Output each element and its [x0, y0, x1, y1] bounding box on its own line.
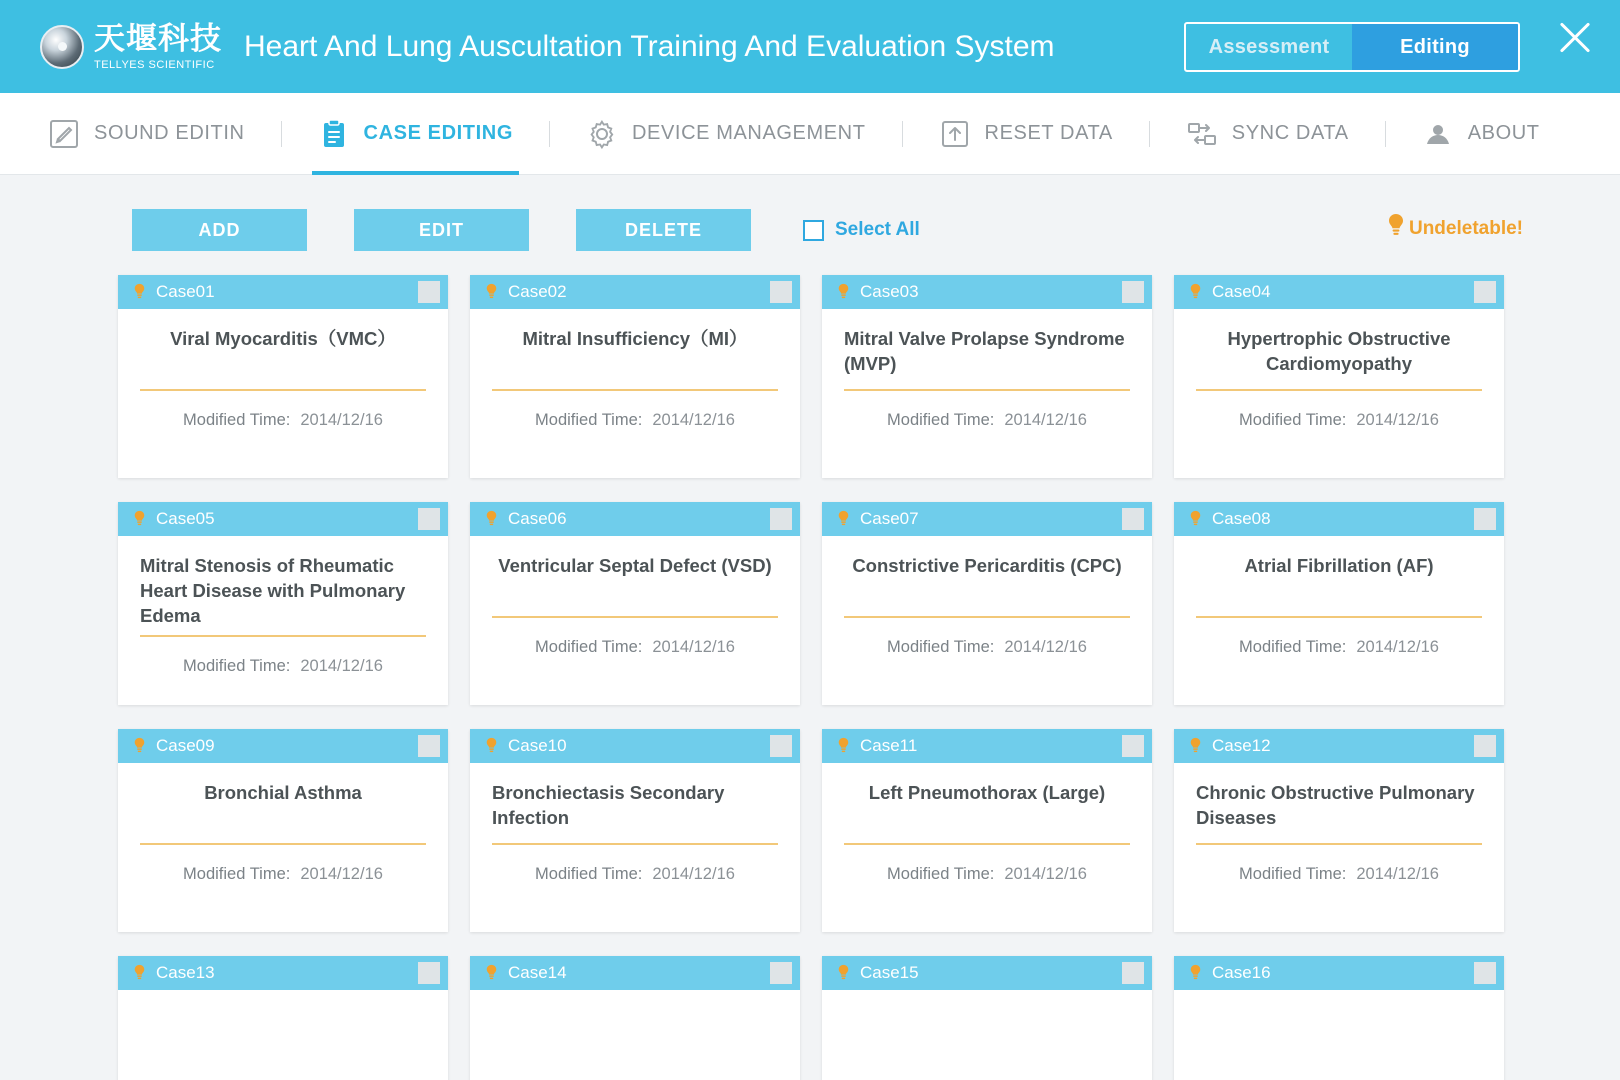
- mode-switch: [1184, 22, 1520, 72]
- case-modified-time: [844, 865, 1130, 884]
- case-grid-scroll[interactable]: [0, 251, 1620, 1080]
- nav-item-sound-editin[interactable]: [42, 93, 251, 175]
- case-title: Hypertrophic Obstructive Cardiomyopathy: [1227, 328, 1451, 374]
- case-title: [844, 1008, 1130, 1064]
- case-card[interactable]: [1174, 956, 1504, 1080]
- case-card[interactable]: [822, 275, 1152, 478]
- case-card-header: [470, 275, 800, 309]
- case-checkbox[interactable]: [418, 508, 440, 530]
- case-modified-time: [140, 657, 426, 676]
- case-card-body: [470, 763, 800, 932]
- case-id: Case16: [1212, 963, 1271, 982]
- case-card-body: [822, 309, 1152, 478]
- case-checkbox[interactable]: [770, 508, 792, 530]
- case-id: Case06: [508, 509, 567, 528]
- modified-label: Modified Time:: [535, 411, 643, 429]
- nav-item-device-management[interactable]: [580, 93, 872, 175]
- logo-text: [94, 20, 222, 71]
- modified-label: Modified Time:: [535, 865, 643, 883]
- modified-label: Modified Time:: [887, 638, 995, 656]
- case-checkbox[interactable]: [1122, 962, 1144, 984]
- brand-name-en: TELLYES SCIENTIFIC: [94, 58, 215, 71]
- case-id: Case05: [156, 509, 215, 528]
- case-card-header: [470, 956, 800, 990]
- case-divider: [492, 843, 778, 845]
- nav-label: DEVICE MANAGEMENT: [631, 122, 866, 144]
- case-card[interactable]: [470, 956, 800, 1080]
- case-card-header: [1174, 729, 1504, 763]
- gear-icon: [586, 118, 618, 150]
- case-card[interactable]: [1174, 502, 1504, 705]
- close-icon[interactable]: [1552, 14, 1598, 60]
- case-checkbox[interactable]: [1474, 281, 1496, 303]
- case-title: Left Pneumothorax (Large): [868, 782, 1106, 803]
- bulb-icon: [1188, 963, 1203, 983]
- case-card-body: [118, 990, 448, 1080]
- case-card-header: [470, 502, 800, 536]
- case-checkbox[interactable]: [770, 735, 792, 757]
- edit-button[interactable]: EDIT: [354, 209, 529, 251]
- case-id: Case10: [508, 736, 567, 755]
- nav-label: SYNC DATA: [1231, 122, 1349, 144]
- case-divider: [1196, 389, 1482, 391]
- case-modified-time: [492, 638, 778, 657]
- modified-value: 2014/12/16: [300, 411, 383, 429]
- case-card[interactable]: [118, 956, 448, 1080]
- nav-item-about[interactable]: [1416, 93, 1546, 175]
- case-divider: [844, 843, 1130, 845]
- case-id: Case04: [1212, 282, 1271, 301]
- case-checkbox[interactable]: [1122, 735, 1144, 757]
- page-title: Heart And Lung Auscultation Training And Evaluation System: [244, 29, 1055, 63]
- clipboard-icon: [318, 118, 350, 150]
- modified-label: Modified Time:: [1239, 638, 1347, 656]
- sync-icon: [1186, 118, 1218, 150]
- case-checkbox[interactable]: [1474, 508, 1496, 530]
- bulb-icon: [836, 282, 851, 302]
- case-title: Mitral Insufficiency（MI）: [522, 328, 748, 349]
- case-divider: [844, 616, 1130, 618]
- case-divider: [844, 389, 1130, 391]
- case-card[interactable]: [470, 729, 800, 932]
- case-id: Case09: [156, 736, 215, 755]
- company-logo: [40, 20, 222, 71]
- case-card-body: [1174, 763, 1504, 932]
- case-card[interactable]: [1174, 729, 1504, 932]
- bulb-icon: [1188, 282, 1203, 302]
- case-card-header: [1174, 502, 1504, 536]
- case-card[interactable]: [118, 502, 448, 705]
- case-card-header: [118, 275, 448, 309]
- case-card-body: [822, 763, 1152, 932]
- nav-divider: [1385, 121, 1386, 147]
- case-card-header: [118, 956, 448, 990]
- bulb-icon: [132, 282, 147, 302]
- modified-label: Modified Time:: [183, 411, 291, 429]
- modified-value: 2014/12/16: [652, 638, 735, 656]
- case-card-header: [118, 729, 448, 763]
- case-modified-time: [492, 411, 778, 430]
- case-id: Case01: [156, 282, 215, 301]
- select-all-checkbox[interactable]: [803, 220, 824, 241]
- case-modified-time: [492, 865, 778, 884]
- case-grid: [0, 275, 1620, 1080]
- nav-divider: [549, 121, 550, 147]
- case-checkbox[interactable]: [770, 281, 792, 303]
- bulb-icon: [484, 509, 499, 529]
- case-id: Case02: [508, 282, 567, 301]
- bulb-icon: [484, 282, 499, 302]
- modified-label: Modified Time:: [183, 865, 291, 883]
- bulb-icon: [132, 736, 147, 756]
- case-title: Viral Myocarditis（VMC）: [170, 328, 396, 349]
- modified-value: 2014/12/16: [652, 411, 735, 429]
- case-toolbar: [0, 175, 1620, 251]
- case-card-body: [470, 536, 800, 705]
- nav-label: SOUND EDITIN: [94, 122, 245, 144]
- bulb-icon: [484, 736, 499, 756]
- case-card[interactable]: [822, 729, 1152, 932]
- modified-label: Modified Time:: [183, 656, 291, 675]
- nav-item-sync-data[interactable]: [1180, 93, 1355, 175]
- case-card[interactable]: [1174, 275, 1504, 478]
- case-divider: [492, 616, 778, 618]
- logo-disc-icon: [40, 25, 84, 69]
- case-modified-time: [844, 411, 1130, 430]
- case-checkbox[interactable]: [770, 962, 792, 984]
- case-card[interactable]: [822, 956, 1152, 1080]
- case-modified-time: [1196, 411, 1482, 430]
- case-checkbox[interactable]: [1474, 962, 1496, 984]
- bulb-icon: [484, 963, 499, 983]
- case-title: Chronic Obstructive Pulmonary Diseases: [1196, 782, 1475, 828]
- nav-label: RESET DATA: [984, 122, 1113, 144]
- case-id: Case11: [860, 736, 918, 755]
- tab-assessment[interactable]: Assessment: [1208, 35, 1330, 58]
- case-checkbox[interactable]: [418, 735, 440, 757]
- case-card-header: [1174, 275, 1504, 309]
- case-title: Constrictive Pericarditis (CPC): [852, 555, 1122, 576]
- case-divider: [1196, 616, 1482, 618]
- modified-value: 2014/12/16: [1356, 638, 1439, 656]
- nav-divider: [902, 121, 903, 147]
- case-checkbox[interactable]: [1122, 281, 1144, 303]
- case-card-body: [1174, 309, 1504, 478]
- select-all-label: Select All: [835, 219, 920, 240]
- brand-name-cn: 天堰科技: [94, 20, 222, 56]
- bulb-icon: [836, 963, 851, 983]
- case-id: Case12: [1212, 736, 1271, 755]
- case-checkbox[interactable]: [418, 281, 440, 303]
- case-card-body: [118, 536, 448, 705]
- bulb-icon: [132, 963, 147, 983]
- case-divider: [1196, 843, 1482, 845]
- case-checkbox[interactable]: [418, 962, 440, 984]
- add-button[interactable]: ADD: [132, 209, 307, 251]
- case-card-body: [470, 990, 800, 1080]
- nav-divider: [1149, 121, 1150, 147]
- case-title: Bronchiectasis Secondary Infection: [492, 782, 725, 828]
- title-bar: [0, 0, 1620, 93]
- case-card-body: [1174, 990, 1504, 1080]
- case-id: Case13: [156, 963, 215, 982]
- main-nav: [0, 93, 1620, 175]
- case-id: Case15: [860, 963, 919, 982]
- case-title: [1196, 1008, 1482, 1064]
- modified-value: 2014/12/16: [1004, 638, 1087, 656]
- case-id: Case03: [860, 282, 919, 301]
- nav-label: ABOUT: [1467, 122, 1540, 144]
- case-divider: [140, 843, 426, 845]
- case-card[interactable]: [118, 275, 448, 478]
- case-card[interactable]: [470, 502, 800, 705]
- case-divider: [140, 389, 426, 391]
- bulb-icon: [132, 509, 147, 529]
- case-title: [140, 1008, 426, 1064]
- case-card-body: [118, 763, 448, 932]
- case-modified-time: [1196, 638, 1482, 657]
- modified-value: 2014/12/16: [300, 865, 383, 883]
- tab-editing[interactable]: Editing: [1352, 24, 1518, 70]
- case-divider: [492, 389, 778, 391]
- nav-item-reset-data[interactable]: [933, 93, 1119, 175]
- case-id: Case08: [1212, 509, 1271, 528]
- case-card-header: [470, 729, 800, 763]
- case-card-body: [118, 309, 448, 478]
- undeletable-notice: [1385, 213, 1523, 245]
- case-card-body: [470, 309, 800, 478]
- case-title: Ventricular Septal Defect (VSD): [498, 555, 772, 576]
- case-title: [492, 1008, 778, 1064]
- modified-label: Modified Time:: [1239, 865, 1347, 883]
- case-card-header: [822, 275, 1152, 309]
- case-checkbox[interactable]: [1474, 735, 1496, 757]
- delete-button[interactable]: DELETE: [576, 209, 751, 251]
- modified-label: Modified Time:: [887, 411, 995, 429]
- undeletable-label: Undeletable!: [1408, 218, 1523, 239]
- case-title: Mitral Stenosis of Rheumatic Heart Disease with Pulmonary Edema: [140, 555, 406, 626]
- case-card[interactable]: [118, 729, 448, 932]
- modified-label: Modified Time:: [887, 865, 995, 883]
- case-card-body: [822, 990, 1152, 1080]
- modified-label: Modified Time:: [1239, 411, 1347, 429]
- modified-value: 2014/12/16: [1356, 411, 1439, 429]
- nav-item-case-editing[interactable]: [312, 93, 519, 175]
- case-modified-time: [844, 638, 1130, 657]
- case-modified-time: [140, 411, 426, 430]
- case-checkbox[interactable]: [1122, 508, 1144, 530]
- case-id: Case14: [508, 963, 567, 982]
- modified-value: 2014/12/16: [1004, 865, 1087, 883]
- modified-label: Modified Time:: [535, 638, 643, 656]
- modified-value: 2014/12/16: [1004, 411, 1087, 429]
- case-title: Atrial Fibrillation (AF): [1244, 555, 1434, 576]
- case-id: Case07: [860, 509, 919, 528]
- case-card-header: [1174, 956, 1504, 990]
- bulb-icon: [1188, 736, 1203, 756]
- bulb-icon: [1385, 213, 1407, 245]
- case-card-body: [1174, 536, 1504, 705]
- case-card-header: [822, 502, 1152, 536]
- modified-value: 2014/12/16: [1356, 865, 1439, 883]
- bulb-icon: [836, 736, 851, 756]
- person-icon: [1422, 118, 1454, 150]
- case-card-header: [118, 502, 448, 536]
- case-divider: [140, 635, 426, 637]
- bulb-icon: [1188, 509, 1203, 529]
- nav-label: CASE EDITING: [363, 122, 513, 144]
- case-card[interactable]: [470, 275, 800, 478]
- case-title: Mitral Valve Prolapse Syndrome (MVP): [844, 328, 1125, 374]
- select-all-control[interactable]: [803, 219, 920, 241]
- case-card-header: [822, 956, 1152, 990]
- case-card-body: [822, 536, 1152, 705]
- case-modified-time: [140, 865, 426, 884]
- pencil-square-icon: [48, 118, 80, 150]
- case-title: Bronchial Asthma: [204, 782, 362, 803]
- case-card[interactable]: [822, 502, 1152, 705]
- case-card-header: [822, 729, 1152, 763]
- reset-box-icon: [939, 118, 971, 150]
- case-modified-time: [1196, 865, 1482, 884]
- bulb-icon: [836, 509, 851, 529]
- modified-value: 2014/12/16: [300, 656, 383, 675]
- nav-divider: [281, 121, 282, 147]
- modified-value: 2014/12/16: [652, 865, 735, 883]
